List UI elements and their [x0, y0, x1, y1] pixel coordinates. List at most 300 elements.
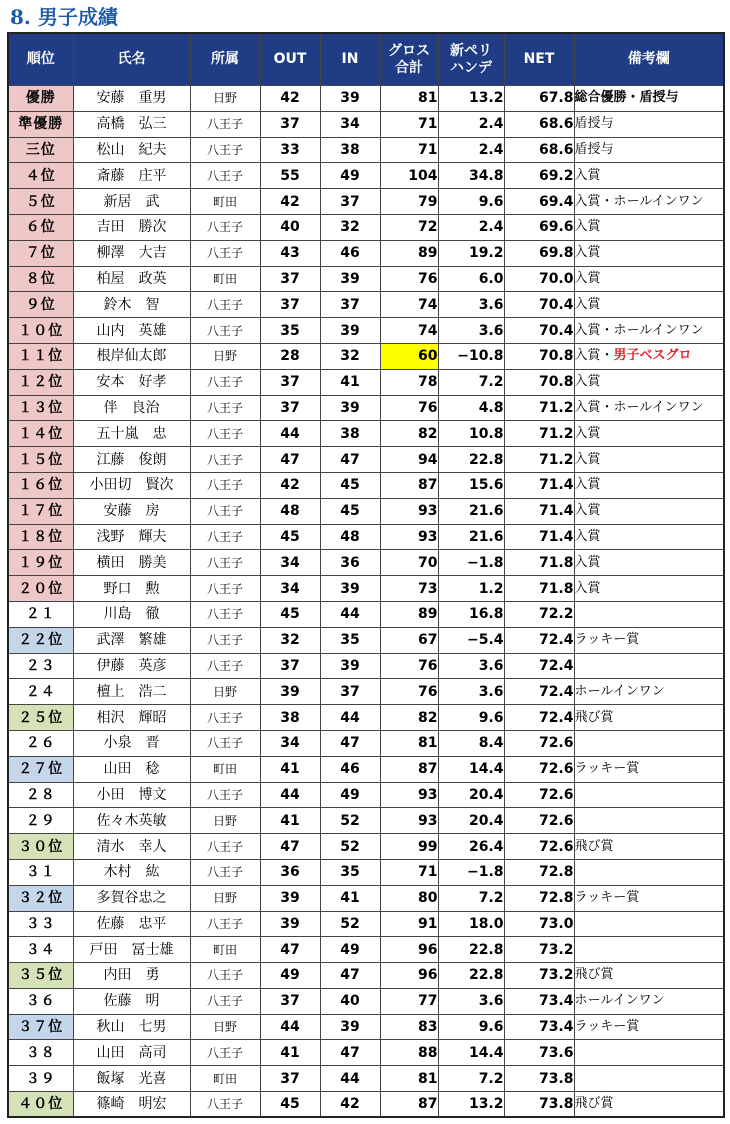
affiliation-cell: 町田: [190, 266, 260, 292]
rank-cell: ８位: [8, 266, 73, 292]
gross-total-cell: 60: [380, 343, 438, 369]
remarks-cell: 入賞: [574, 498, 724, 524]
handicap-cell: −10.8: [438, 343, 504, 369]
player-name-cell: 安本 好孝: [73, 369, 190, 395]
rank-cell: １４位: [8, 421, 73, 447]
table-row: [8, 1066, 724, 1092]
header-remarks: 備考欄: [574, 33, 724, 86]
player-name-cell: 佐藤 明: [73, 988, 190, 1014]
in-score-cell: 45: [320, 498, 380, 524]
table-row: [8, 782, 724, 808]
handicap-cell: 13.2: [438, 86, 504, 112]
remarks-cell: [574, 782, 724, 808]
remarks-cell: 入賞: [574, 576, 724, 602]
net-score-cell: 69.6: [504, 214, 574, 240]
remarks-cell: [574, 730, 724, 756]
table-row: [8, 318, 724, 344]
gross-total-cell: 67: [380, 627, 438, 653]
in-score-cell: 45: [320, 472, 380, 498]
in-score-cell: 44: [320, 1066, 380, 1092]
handicap-cell: 22.8: [438, 963, 504, 989]
remarks-cell: [574, 937, 724, 963]
remarks-cell: 飛び賞: [574, 963, 724, 989]
remarks-cell: 入賞: [574, 214, 724, 240]
in-score-cell: 36: [320, 550, 380, 576]
affiliation-cell: 日野: [190, 343, 260, 369]
table-row: [8, 705, 724, 731]
affiliation-cell: 町田: [190, 1066, 260, 1092]
rank-cell: ３０位: [8, 834, 73, 860]
table-row: [8, 653, 724, 679]
remarks-cell: 入賞・男子ベスグロ: [574, 343, 724, 369]
out-score-cell: 45: [260, 1092, 320, 1118]
player-name-cell: 横田 勝美: [73, 550, 190, 576]
player-name-cell: 檀上 浩二: [73, 679, 190, 705]
gross-total-cell: 82: [380, 705, 438, 731]
affiliation-cell: 八王子: [190, 601, 260, 627]
handicap-cell: 15.6: [438, 472, 504, 498]
table-row: [8, 808, 724, 834]
table-row: [8, 524, 724, 550]
in-score-cell: 37: [320, 189, 380, 215]
out-score-cell: 43: [260, 240, 320, 266]
handicap-cell: 21.6: [438, 498, 504, 524]
handicap-cell: 2.4: [438, 214, 504, 240]
affiliation-cell: 八王子: [190, 395, 260, 421]
player-name-cell: 山田 高司: [73, 1040, 190, 1066]
in-score-cell: 49: [320, 163, 380, 189]
in-score-cell: 47: [320, 963, 380, 989]
handicap-cell: 7.2: [438, 369, 504, 395]
affiliation-cell: 八王子: [190, 214, 260, 240]
rank-cell: 準優勝: [8, 111, 73, 137]
player-name-cell: 新居 武: [73, 189, 190, 215]
table-row: [8, 395, 724, 421]
gross-total-cell: 99: [380, 834, 438, 860]
remarks-cell: 盾授与: [574, 137, 724, 163]
remarks-cell: 入賞: [574, 447, 724, 473]
affiliation-cell: 八王子: [190, 163, 260, 189]
out-score-cell: 39: [260, 911, 320, 937]
gross-total-cell: 89: [380, 601, 438, 627]
handicap-cell: 19.2: [438, 240, 504, 266]
rank-cell: ３９: [8, 1066, 73, 1092]
net-score-cell: 72.6: [504, 782, 574, 808]
gross-total-cell: 93: [380, 524, 438, 550]
header-net: NET: [504, 33, 574, 86]
out-score-cell: 34: [260, 730, 320, 756]
handicap-cell: 14.4: [438, 756, 504, 782]
remarks-cell: ラッキー賞: [574, 627, 724, 653]
rank-cell: ３２位: [8, 885, 73, 911]
in-score-cell: 37: [320, 292, 380, 318]
player-name-cell: 内田 勇: [73, 963, 190, 989]
net-score-cell: 71.2: [504, 395, 574, 421]
gross-total-cell: 72: [380, 214, 438, 240]
player-name-cell: 佐藤 忠平: [73, 911, 190, 937]
affiliation-cell: 八王子: [190, 111, 260, 137]
net-score-cell: 72.8: [504, 859, 574, 885]
rank-cell: １６位: [8, 472, 73, 498]
affiliation-cell: 日野: [190, 86, 260, 112]
rank-cell: ２４: [8, 679, 73, 705]
remarks-cell: [574, 911, 724, 937]
in-score-cell: 52: [320, 911, 380, 937]
player-name-cell: 松山 紀夫: [73, 137, 190, 163]
net-score-cell: 70.4: [504, 292, 574, 318]
net-score-cell: 73.8: [504, 1066, 574, 1092]
remarks-cell: 入賞: [574, 292, 724, 318]
remarks-cell: 入賞: [574, 524, 724, 550]
out-score-cell: 36: [260, 859, 320, 885]
affiliation-cell: 八王子: [190, 705, 260, 731]
gross-total-cell: 76: [380, 653, 438, 679]
player-name-cell: 安藤 房: [73, 498, 190, 524]
player-name-cell: 浅野 輝夫: [73, 524, 190, 550]
net-score-cell: 70.8: [504, 369, 574, 395]
out-score-cell: 40: [260, 214, 320, 240]
gross-total-cell: 93: [380, 808, 438, 834]
table-row: [8, 576, 724, 602]
affiliation-cell: 八王子: [190, 318, 260, 344]
affiliation-cell: 八王子: [190, 963, 260, 989]
affiliation-cell: 八王子: [190, 447, 260, 473]
player-name-cell: 山内 英雄: [73, 318, 190, 344]
affiliation-cell: 八王子: [190, 292, 260, 318]
net-score-cell: 70.8: [504, 343, 574, 369]
handicap-cell: 3.6: [438, 679, 504, 705]
table-row: [8, 756, 724, 782]
gross-total-cell: 71: [380, 137, 438, 163]
affiliation-cell: 八王子: [190, 834, 260, 860]
in-score-cell: 44: [320, 601, 380, 627]
rank-cell: ２５位: [8, 705, 73, 731]
remarks-cell: 入賞・ホールインワン: [574, 395, 724, 421]
affiliation-cell: 八王子: [190, 859, 260, 885]
player-name-cell: 五十嵐 忠: [73, 421, 190, 447]
handicap-cell: 13.2: [438, 1092, 504, 1118]
player-name-cell: 木村 紘: [73, 859, 190, 885]
out-score-cell: 44: [260, 1014, 320, 1040]
remarks-cell: 飛び賞: [574, 705, 724, 731]
header-handicap: 新ペリ ハンデ: [438, 33, 504, 86]
best-gross-note: 男子ベスグロ: [613, 348, 692, 364]
net-score-cell: 73.4: [504, 1014, 574, 1040]
table-row: [8, 1040, 724, 1066]
out-score-cell: 49: [260, 963, 320, 989]
net-score-cell: 71.8: [504, 576, 574, 602]
out-score-cell: 41: [260, 1040, 320, 1066]
net-score-cell: 69.4: [504, 189, 574, 215]
net-score-cell: 71.4: [504, 472, 574, 498]
rank-cell: ２２位: [8, 627, 73, 653]
out-score-cell: 34: [260, 576, 320, 602]
header-gross: グロス 合計: [380, 33, 438, 86]
net-score-cell: 71.4: [504, 498, 574, 524]
out-score-cell: 48: [260, 498, 320, 524]
gross-total-cell: 76: [380, 395, 438, 421]
player-name-cell: 川島 徹: [73, 601, 190, 627]
rank-cell: ３１: [8, 859, 73, 885]
affiliation-cell: 八王子: [190, 730, 260, 756]
affiliation-cell: 町田: [190, 189, 260, 215]
rank-cell: ２９: [8, 808, 73, 834]
handicap-cell: 9.6: [438, 189, 504, 215]
net-score-cell: 70.0: [504, 266, 574, 292]
net-score-cell: 73.4: [504, 988, 574, 1014]
affiliation-cell: 日野: [190, 808, 260, 834]
player-name-cell: 高橋 弘三: [73, 111, 190, 137]
remarks-cell: ホールインワン: [574, 988, 724, 1014]
table-row: [8, 111, 724, 137]
in-score-cell: 48: [320, 524, 380, 550]
out-score-cell: 39: [260, 679, 320, 705]
player-name-cell: 野口 勲: [73, 576, 190, 602]
out-score-cell: 42: [260, 189, 320, 215]
net-score-cell: 72.6: [504, 756, 574, 782]
player-name-cell: 柏屋 政英: [73, 266, 190, 292]
table-row: [8, 266, 724, 292]
in-score-cell: 46: [320, 756, 380, 782]
gross-total-cell: 74: [380, 292, 438, 318]
rank-cell: １５位: [8, 447, 73, 473]
rank-cell: ７位: [8, 240, 73, 266]
table-row: [8, 963, 724, 989]
player-name-cell: 小泉 晋: [73, 730, 190, 756]
in-score-cell: 41: [320, 369, 380, 395]
remarks-cell: ラッキー賞: [574, 1014, 724, 1040]
remarks-cell: 入賞: [574, 421, 724, 447]
net-score-cell: 72.6: [504, 730, 574, 756]
in-score-cell: 38: [320, 421, 380, 447]
remarks-cell: 入賞・ホールインワン: [574, 318, 724, 344]
affiliation-cell: 町田: [190, 937, 260, 963]
handicap-cell: 8.4: [438, 730, 504, 756]
out-score-cell: 33: [260, 137, 320, 163]
in-score-cell: 44: [320, 705, 380, 731]
page-title: 8. 男子成績: [10, 5, 118, 29]
gross-total-cell: 82: [380, 421, 438, 447]
player-name-cell: 安藤 重男: [73, 86, 190, 112]
in-score-cell: 34: [320, 111, 380, 137]
results-body: [8, 86, 724, 1118]
gross-total-cell: 94: [380, 447, 438, 473]
remarks-cell: 入賞・ホールインワン: [574, 189, 724, 215]
affiliation-cell: 日野: [190, 885, 260, 911]
in-score-cell: 47: [320, 730, 380, 756]
gross-total-cell: 91: [380, 911, 438, 937]
remarks-cell: 飛び賞: [574, 1092, 724, 1118]
rank-cell: １０位: [8, 318, 73, 344]
handicap-cell: 3.6: [438, 292, 504, 318]
player-name-cell: 伴 良治: [73, 395, 190, 421]
player-name-cell: 多賀谷忠之: [73, 885, 190, 911]
table-row: [8, 240, 724, 266]
affiliation-cell: 八王子: [190, 988, 260, 1014]
out-score-cell: 45: [260, 601, 320, 627]
table-row: [8, 988, 724, 1014]
affiliation-cell: 八王子: [190, 550, 260, 576]
net-score-cell: 70.4: [504, 318, 574, 344]
header-affiliation: 所属: [190, 33, 260, 86]
net-score-cell: 67.8: [504, 86, 574, 112]
handicap-cell: 22.8: [438, 447, 504, 473]
results-table: [7, 32, 725, 1118]
in-score-cell: 47: [320, 447, 380, 473]
out-score-cell: 45: [260, 524, 320, 550]
in-score-cell: 47: [320, 1040, 380, 1066]
remarks-cell: 入賞: [574, 266, 724, 292]
out-score-cell: 55: [260, 163, 320, 189]
out-score-cell: 35: [260, 318, 320, 344]
table-row: [8, 859, 724, 885]
out-score-cell: 42: [260, 472, 320, 498]
affiliation-cell: 八王子: [190, 1040, 260, 1066]
in-score-cell: 46: [320, 240, 380, 266]
gross-total-cell: 81: [380, 730, 438, 756]
player-name-cell: 飯塚 光喜: [73, 1066, 190, 1092]
handicap-cell: 21.6: [438, 524, 504, 550]
rank-cell: ４０位: [8, 1092, 73, 1118]
affiliation-cell: 八王子: [190, 137, 260, 163]
net-score-cell: 73.0: [504, 911, 574, 937]
player-name-cell: 秋山 七男: [73, 1014, 190, 1040]
handicap-cell: 9.6: [438, 1014, 504, 1040]
gross-total-cell: 93: [380, 498, 438, 524]
rank-cell: １９位: [8, 550, 73, 576]
player-name-cell: 山田 稔: [73, 756, 190, 782]
rank-cell: ３４: [8, 937, 73, 963]
in-score-cell: 52: [320, 808, 380, 834]
in-score-cell: 38: [320, 137, 380, 163]
rank-cell: ４位: [8, 163, 73, 189]
player-name-cell: 小田切 賢次: [73, 472, 190, 498]
table-row: [8, 163, 724, 189]
player-name-cell: 根岸仙太郎: [73, 343, 190, 369]
table-row: [8, 343, 724, 369]
player-name-cell: 清水 幸人: [73, 834, 190, 860]
in-score-cell: 49: [320, 782, 380, 808]
in-score-cell: 52: [320, 834, 380, 860]
table-row: [8, 627, 724, 653]
in-score-cell: 32: [320, 343, 380, 369]
player-name-cell: 吉田 勝次: [73, 214, 190, 240]
header-out: OUT: [260, 33, 320, 86]
header-in: IN: [320, 33, 380, 86]
net-score-cell: 73.2: [504, 937, 574, 963]
table-row: [8, 601, 724, 627]
player-name-cell: 伊藤 英彦: [73, 653, 190, 679]
affiliation-cell: 八王子: [190, 782, 260, 808]
rank-cell: ２６: [8, 730, 73, 756]
table-row: [8, 911, 724, 937]
handicap-cell: 3.6: [438, 318, 504, 344]
table-header-row: [8, 33, 724, 86]
table-row: [8, 86, 724, 112]
gross-total-cell: 87: [380, 756, 438, 782]
net-score-cell: 69.2: [504, 163, 574, 189]
in-score-cell: 40: [320, 988, 380, 1014]
in-score-cell: 39: [320, 653, 380, 679]
net-score-cell: 72.6: [504, 834, 574, 860]
rank-cell: ３３: [8, 911, 73, 937]
rank-cell: １２位: [8, 369, 73, 395]
rank-cell: ２７位: [8, 756, 73, 782]
gross-total-cell: 81: [380, 86, 438, 112]
gross-total-cell: 87: [380, 472, 438, 498]
in-score-cell: 39: [320, 576, 380, 602]
handicap-cell: 16.8: [438, 601, 504, 627]
table-row: [8, 421, 724, 447]
net-score-cell: 73.6: [504, 1040, 574, 1066]
remarks-cell: [574, 859, 724, 885]
net-score-cell: 73.2: [504, 963, 574, 989]
rank-cell: 優勝: [8, 86, 73, 112]
player-name-cell: 小田 博文: [73, 782, 190, 808]
remarks-cell: [574, 808, 724, 834]
out-score-cell: 34: [260, 550, 320, 576]
out-score-cell: 44: [260, 421, 320, 447]
gross-total-cell: 96: [380, 963, 438, 989]
rank-cell: ６位: [8, 214, 73, 240]
net-score-cell: 68.6: [504, 137, 574, 163]
out-score-cell: 47: [260, 834, 320, 860]
handicap-cell: −5.4: [438, 627, 504, 653]
gross-total-cell: 88: [380, 1040, 438, 1066]
handicap-cell: 34.8: [438, 163, 504, 189]
header-rank: 順位: [8, 33, 73, 86]
gross-total-cell: 74: [380, 318, 438, 344]
affiliation-cell: 八王子: [190, 240, 260, 266]
remarks-cell: [574, 653, 724, 679]
out-score-cell: 38: [260, 705, 320, 731]
handicap-cell: 18.0: [438, 911, 504, 937]
handicap-cell: 4.8: [438, 395, 504, 421]
in-score-cell: 41: [320, 885, 380, 911]
gross-total-cell: 79: [380, 189, 438, 215]
rank-cell: 三位: [8, 137, 73, 163]
rank-cell: ３６: [8, 988, 73, 1014]
in-score-cell: 42: [320, 1092, 380, 1118]
in-score-cell: 37: [320, 679, 380, 705]
gross-total-cell: 78: [380, 369, 438, 395]
table-row: [8, 1092, 724, 1118]
gross-total-cell: 77: [380, 988, 438, 1014]
remarks-cell: 総合優勝・盾授与: [574, 86, 724, 112]
player-name-cell: 鈴木 智: [73, 292, 190, 318]
in-score-cell: 39: [320, 395, 380, 421]
affiliation-cell: 八王子: [190, 1092, 260, 1118]
gross-total-cell: 71: [380, 111, 438, 137]
table-row: [8, 498, 724, 524]
net-score-cell: 72.4: [504, 627, 574, 653]
table-row: [8, 1014, 724, 1040]
player-name-cell: 佐々木英敏: [73, 808, 190, 834]
remarks-cell: 盾授与: [574, 111, 724, 137]
remarks-cell: 入賞: [574, 369, 724, 395]
rank-cell: ２１: [8, 601, 73, 627]
out-score-cell: 37: [260, 653, 320, 679]
player-name-cell: 相沢 輝昭: [73, 705, 190, 731]
remarks-cell: ラッキー賞: [574, 756, 724, 782]
handicap-cell: 9.6: [438, 705, 504, 731]
net-score-cell: 71.2: [504, 421, 574, 447]
rank-cell: １８位: [8, 524, 73, 550]
handicap-cell: 7.2: [438, 885, 504, 911]
gross-total-cell: 96: [380, 937, 438, 963]
affiliation-cell: 八王子: [190, 369, 260, 395]
table-row: [8, 472, 724, 498]
